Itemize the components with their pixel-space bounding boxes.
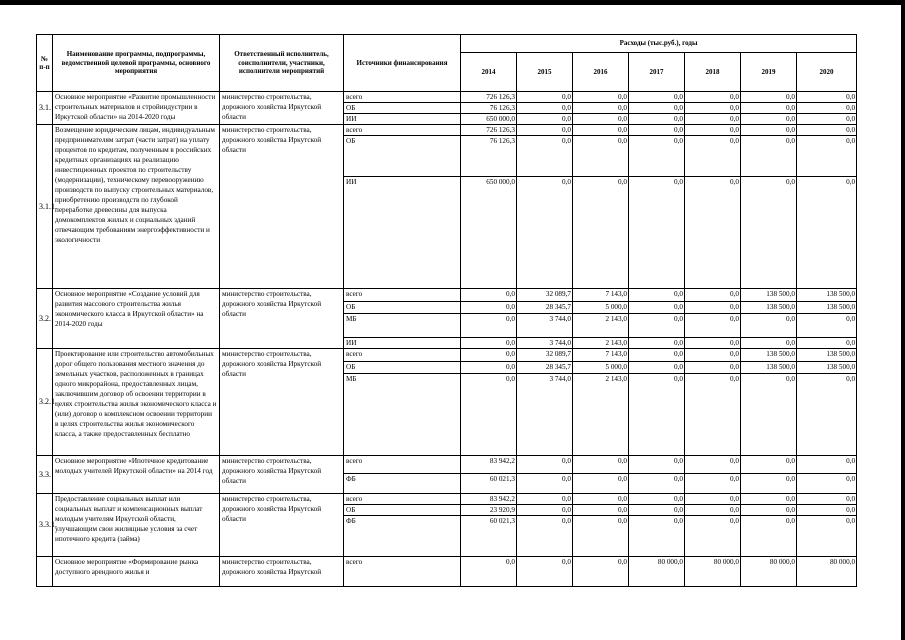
expense-value: 0,0 <box>517 557 573 587</box>
expense-value: 138 500,0 <box>741 289 797 302</box>
expense-value: 76 126,3 <box>461 136 517 177</box>
expense-value: 0,0 <box>797 505 857 516</box>
header-year: 2015 <box>517 53 573 92</box>
expense-value: 0,0 <box>685 177 741 289</box>
expense-value: 0,0 <box>685 456 741 474</box>
expense-value: 0,0 <box>629 505 685 516</box>
expense-value: 76 126,3 <box>461 103 517 114</box>
expense-value: 0,0 <box>573 505 629 516</box>
expense-value: 0,0 <box>685 374 741 456</box>
funding-source: ФБ <box>344 516 461 557</box>
expense-value: 28 345,7 <box>517 362 573 374</box>
table-body <box>37 92 857 587</box>
expense-value: 138 500,0 <box>797 289 857 302</box>
funding-source: ОБ <box>344 505 461 516</box>
row-executor: министерство строительства, дорожного хозяйства Иркутской области <box>220 289 344 349</box>
expense-value: 0,0 <box>685 114 741 125</box>
header-year: 2014 <box>461 53 517 92</box>
expense-value: 3 744,0 <box>517 338 573 349</box>
expense-value: 0,0 <box>461 374 517 456</box>
expense-value: 138 500,0 <box>797 302 857 314</box>
expense-value: 0,0 <box>517 505 573 516</box>
funding-source: ОБ <box>344 302 461 314</box>
table-row <box>37 92 857 103</box>
expense-value: 80 000,0 <box>629 557 685 587</box>
funding-source: всего <box>344 557 461 587</box>
header-year: 2019 <box>741 53 797 92</box>
expense-value: 0,0 <box>517 494 573 505</box>
expense-value: 5 000,0 <box>573 362 629 374</box>
expense-value: 0,0 <box>741 92 797 103</box>
row-name: Основное мероприятие «Развитие промышленности строительных материалов и стройиндустрии в Иркутской области» на 2014-2020 годы <box>53 92 220 125</box>
table-row <box>37 125 857 136</box>
expense-value: 0,0 <box>741 136 797 177</box>
expense-value: 0,0 <box>685 92 741 103</box>
expense-value: 28 345,7 <box>517 302 573 314</box>
row-code: 3.2.1. <box>37 349 53 456</box>
expense-value: 0,0 <box>629 177 685 289</box>
expense-value: 0,0 <box>629 136 685 177</box>
expense-value: 5 000,0 <box>573 302 629 314</box>
expense-value: 0,0 <box>685 505 741 516</box>
expense-value: 0,0 <box>461 289 517 302</box>
expense-value: 80 000,0 <box>741 557 797 587</box>
expense-value: 0,0 <box>685 125 741 136</box>
funding-source: ОБ <box>344 362 461 374</box>
expense-value: 60 021,3 <box>461 474 517 494</box>
expense-value: 0,0 <box>685 314 741 338</box>
row-name: Возмещение юридическим лицам, индивидуальным предпринимателям затрат (части затрат) на уплату процентов по кредитам, полученным в российских кредитных организациях на реализацию инвестиционных проектов по строительству (модернизации), техническому перевооружению производств по выпуску строительных материалов, приобретению производств по глубокой переработке древесины для выпуска домокомплектов жилых и социальных зданий отвечающим требованиям энергоэффективности и экологичности <box>53 125 220 289</box>
expense-value: 0,0 <box>629 362 685 374</box>
expense-value: 0,0 <box>741 516 797 557</box>
row-name: Основное мероприятие «Формирование рынка доступного арендного жилья и <box>53 557 220 587</box>
expense-value: 32 089,7 <box>517 289 573 302</box>
expense-value: 0,0 <box>797 177 857 289</box>
expense-value: 0,0 <box>685 136 741 177</box>
expense-value: 0,0 <box>629 374 685 456</box>
row-code: 3.3. <box>37 456 53 494</box>
table-row <box>37 494 857 505</box>
expense-value: 138 500,0 <box>741 362 797 374</box>
expense-value: 0,0 <box>685 474 741 494</box>
expense-value: 0,0 <box>517 103 573 114</box>
expense-value: 0,0 <box>461 302 517 314</box>
expense-value: 32 089,7 <box>517 349 573 362</box>
expense-value: 0,0 <box>797 103 857 114</box>
expense-value: 726 126,3 <box>461 92 517 103</box>
expense-value: 0,0 <box>685 289 741 302</box>
expense-value: 0,0 <box>517 177 573 289</box>
expense-value: 2 143,0 <box>573 314 629 338</box>
expense-value: 0,0 <box>573 456 629 474</box>
funding-source: ИИ <box>344 338 461 349</box>
expense-value: 0,0 <box>797 125 857 136</box>
expense-value: 726 126,3 <box>461 125 517 136</box>
funding-source: ОБ <box>344 103 461 114</box>
expense-value: 0,0 <box>741 125 797 136</box>
expense-value: 0,0 <box>741 338 797 349</box>
expense-value: 2 143,0 <box>573 338 629 349</box>
table-row <box>37 557 857 587</box>
expense-value: 0,0 <box>797 314 857 338</box>
funding-source: всего <box>344 92 461 103</box>
expense-value: 0,0 <box>741 103 797 114</box>
table-row <box>37 289 857 302</box>
expense-value: 0,0 <box>629 289 685 302</box>
expense-value: 650 000,0 <box>461 114 517 125</box>
expense-value: 0,0 <box>573 125 629 136</box>
expense-value: 138 500,0 <box>741 302 797 314</box>
header-year: 2017 <box>629 53 685 92</box>
expense-value: 0,0 <box>741 505 797 516</box>
expense-value: 0,0 <box>797 516 857 557</box>
header-year: 2020 <box>797 53 857 92</box>
expense-value: 0,0 <box>629 302 685 314</box>
expense-value: 0,0 <box>573 114 629 125</box>
expense-value: 0,0 <box>685 103 741 114</box>
expense-value: 0,0 <box>629 338 685 349</box>
expense-value: 0,0 <box>629 314 685 338</box>
expense-value: 0,0 <box>741 177 797 289</box>
table-row <box>37 456 857 474</box>
expense-value: 0,0 <box>573 516 629 557</box>
expense-value: 138 500,0 <box>797 349 857 362</box>
expense-value: 0,0 <box>629 103 685 114</box>
row-name: Основное мероприятие «Создание условий для развития массового строительства жилья экономического класса в Иркутской области» на 2014-2020 годы <box>53 289 220 349</box>
row-executor: министерство строительства, дорожного хозяйства Иркутской области <box>220 494 344 557</box>
table-row <box>37 349 857 362</box>
expense-value: 0,0 <box>629 456 685 474</box>
expense-value: 7 143,0 <box>573 289 629 302</box>
expense-value: 3 744,0 <box>517 314 573 338</box>
expense-value: 0,0 <box>573 494 629 505</box>
expense-value: 0,0 <box>685 349 741 362</box>
expense-value: 0,0 <box>461 314 517 338</box>
row-executor: министерство строительства, дорожного хозяйства Иркутской <box>220 557 344 587</box>
expense-value: 83 942,2 <box>461 456 517 474</box>
expense-value: 0,0 <box>461 349 517 362</box>
header-name: Наименование программы, подпрограммы, ведомственной целевой программы, основного мероприятия <box>53 35 220 92</box>
expense-value: 0,0 <box>741 456 797 474</box>
expense-value: 138 500,0 <box>797 362 857 374</box>
funding-source: всего <box>344 494 461 505</box>
expense-value: 0,0 <box>685 338 741 349</box>
expense-value: 0,0 <box>741 494 797 505</box>
expense-value: 0,0 <box>629 494 685 505</box>
row-code: 3.3.1. <box>37 494 53 557</box>
expense-value: 7 143,0 <box>573 349 629 362</box>
funding-source: МБ <box>344 314 461 338</box>
expense-value: 0,0 <box>741 114 797 125</box>
row-executor: министерство строительства, дорожного хозяйства Иркутской области <box>220 125 344 289</box>
row-name: Основное мероприятие «Ипотечное кредитование молодых учителей Иркутской области» на 2014 год <box>53 456 220 494</box>
expense-value: 0,0 <box>517 456 573 474</box>
expense-value: 0,0 <box>685 494 741 505</box>
expense-value: 0,0 <box>629 474 685 494</box>
header-year: 2018 <box>685 53 741 92</box>
expense-value: 0,0 <box>741 314 797 338</box>
expense-value: 0,0 <box>797 474 857 494</box>
row-name: Проектирование или строительство автомобильных дорог общего пользования местного значения до земельных участков, расположенных в границах одного микрорайона, предоставленных лицам, заключившим договор об освоении территории в целях строительства жилья экономического класса и (или) договор о комплексном освоении территории в целях строительства жилья экономического класса, а также предоставленных бесплатно <box>53 349 220 456</box>
expense-value: 0,0 <box>797 114 857 125</box>
funding-source: МБ <box>344 374 461 456</box>
row-code <box>37 557 53 587</box>
expense-value: 0,0 <box>797 338 857 349</box>
row-executor: министерство строительства, дорожного хозяйства Иркутской области <box>220 456 344 494</box>
expense-value: 3 744,0 <box>517 374 573 456</box>
expense-value: 0,0 <box>797 136 857 177</box>
funding-source: всего <box>344 456 461 474</box>
expense-value: 0,0 <box>685 516 741 557</box>
header-num: № п-п <box>37 35 53 92</box>
table-header <box>37 35 857 92</box>
expense-value: 0,0 <box>685 362 741 374</box>
row-name: Предоставление социальных выплат или социальных выплат и компенсационных выплат молодым учителям Иркутской области, улучшающим свои жилищные условия за счет ипотечного кредита (займа) <box>53 494 220 557</box>
expense-value: 0,0 <box>685 302 741 314</box>
expense-value: 23 920,9 <box>461 505 517 516</box>
expense-value: 0,0 <box>741 374 797 456</box>
expense-value: 0,0 <box>797 92 857 103</box>
row-code: 3.2. <box>37 289 53 349</box>
expense-value: 0,0 <box>461 557 517 587</box>
header-source: Источники финансирования <box>344 35 461 92</box>
expense-value: 0,0 <box>741 474 797 494</box>
header-executor: Ответственный исполнитель, соисполнители, участники, исполнители мероприятий <box>220 35 344 92</box>
row-code: 3.1. <box>37 92 53 125</box>
expense-value: 0,0 <box>629 516 685 557</box>
expense-value: 0,0 <box>629 125 685 136</box>
expense-value: 0,0 <box>517 136 573 177</box>
expense-value: 0,0 <box>797 456 857 474</box>
funding-source: ИИ <box>344 177 461 289</box>
row-executor: министерство строительства, дорожного хозяйства Иркутской области <box>220 349 344 456</box>
row-executor: министерство строительства, дорожного хозяйства Иркутской области <box>220 92 344 125</box>
funding-source: ИИ <box>344 114 461 125</box>
expense-value: 0,0 <box>573 557 629 587</box>
expense-value: 0,0 <box>517 125 573 136</box>
expense-value: 80 000,0 <box>685 557 741 587</box>
expense-value: 0,0 <box>797 494 857 505</box>
expense-value: 80 000,0 <box>797 557 857 587</box>
expense-value: 0,0 <box>517 92 573 103</box>
expense-value: 0,0 <box>573 103 629 114</box>
expense-value: 60 021,3 <box>461 516 517 557</box>
header-year: 2016 <box>573 53 629 92</box>
expense-value: 0,0 <box>573 92 629 103</box>
funding-source: ФБ <box>344 474 461 494</box>
expense-value: 650 000,0 <box>461 177 517 289</box>
expense-value: 0,0 <box>629 114 685 125</box>
expense-value: 2 143,0 <box>573 374 629 456</box>
expense-value: 0,0 <box>573 177 629 289</box>
expense-value: 83 942,2 <box>461 494 517 505</box>
page-top-border <box>0 0 905 5</box>
funding-source: всего <box>344 125 461 136</box>
expense-value: 0,0 <box>517 114 573 125</box>
expense-value: 0,0 <box>517 516 573 557</box>
expense-value: 0,0 <box>629 349 685 362</box>
expense-value: 0,0 <box>461 362 517 374</box>
expense-value: 0,0 <box>629 92 685 103</box>
funding-source: ОБ <box>344 136 461 177</box>
expense-value: 0,0 <box>797 374 857 456</box>
expense-value: 0,0 <box>517 474 573 494</box>
financing-table <box>36 34 857 587</box>
funding-source: всего <box>344 349 461 362</box>
header-expenses: Расходы (тыс.руб.), годы <box>461 35 857 53</box>
funding-source: всего <box>344 289 461 302</box>
expense-value: 138 500,0 <box>741 349 797 362</box>
expense-value: 0,0 <box>573 474 629 494</box>
page-right-border <box>901 0 905 640</box>
expense-value: 0,0 <box>461 338 517 349</box>
row-code: 3.1.1. <box>37 125 53 289</box>
expense-value: 0,0 <box>573 136 629 177</box>
